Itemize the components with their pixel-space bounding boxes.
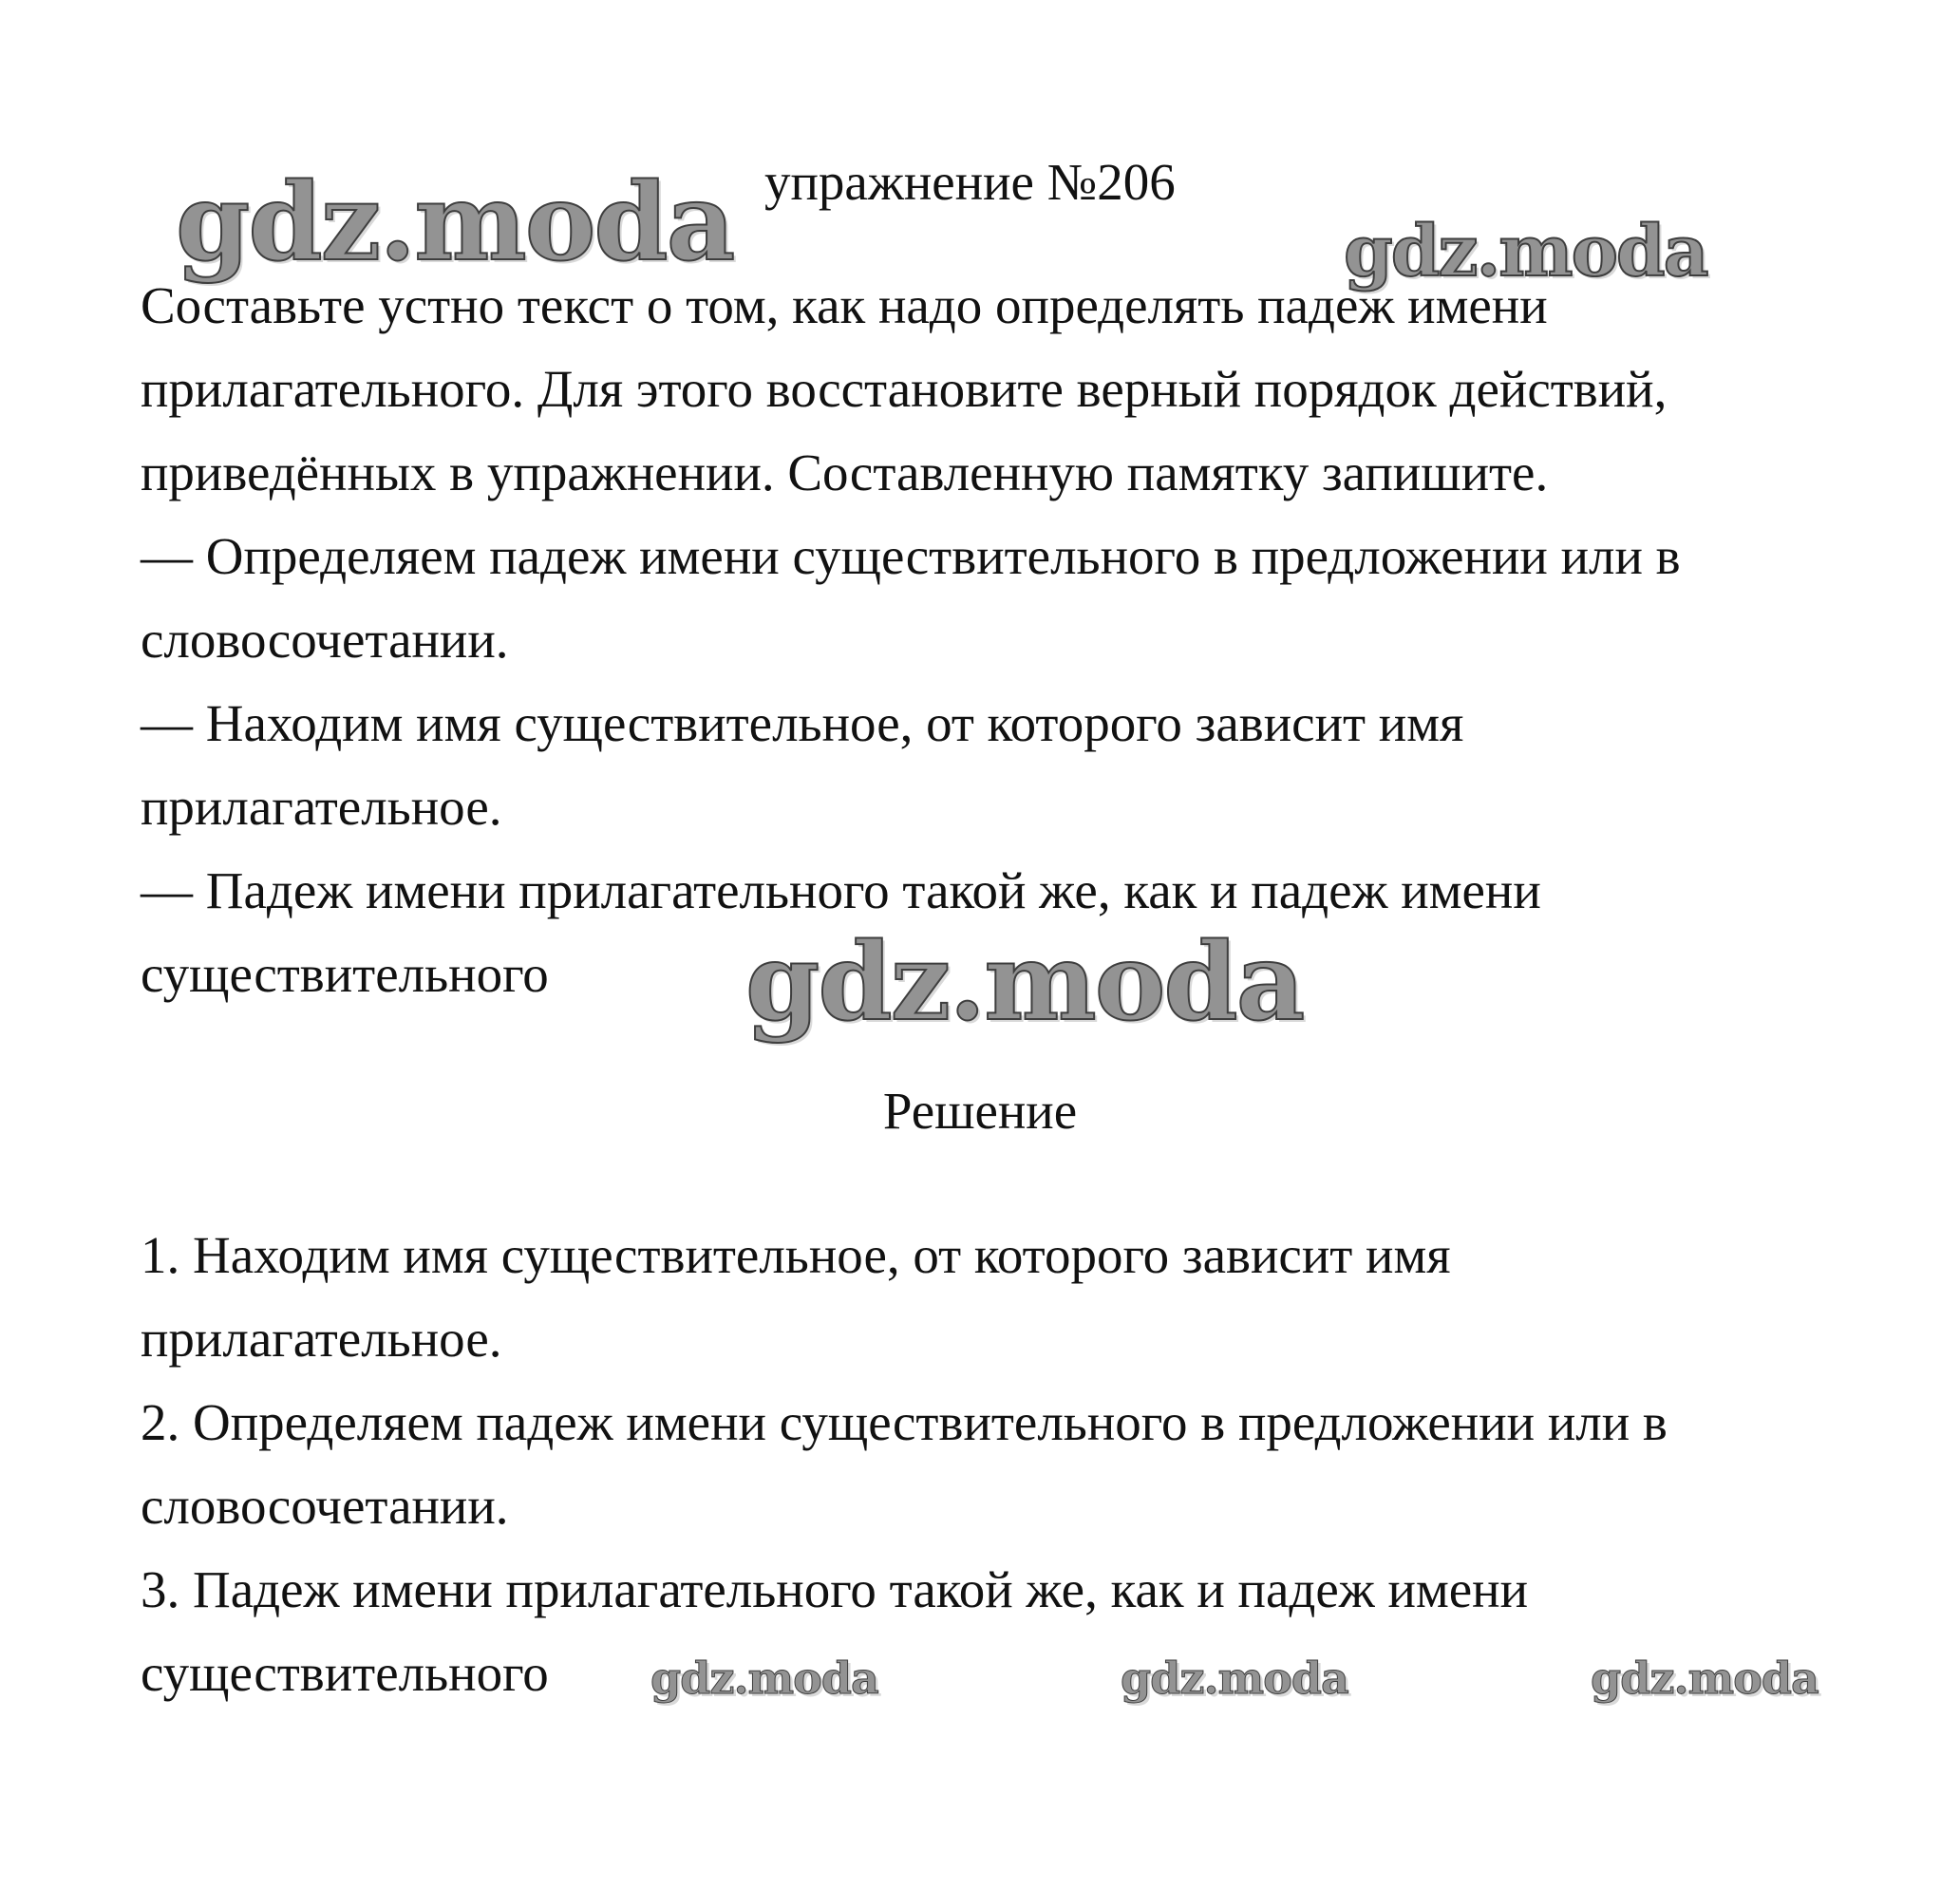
- task-line-5: словосочетании.: [141, 611, 509, 669]
- watermark-logo: gdz.moda: [1121, 1653, 1348, 1704]
- task-line-7: прилагательное.: [141, 778, 502, 836]
- watermark-logo: gdz.moda: [1591, 1653, 1819, 1704]
- solution-line-2: прилагательное.: [141, 1310, 502, 1368]
- solution-line-6: существительного: [141, 1644, 549, 1702]
- exercise-title: упражнение №206: [764, 153, 1176, 211]
- solution-line-4: словосочетании.: [141, 1477, 509, 1535]
- watermark-logo: gdz.moda: [745, 920, 1304, 1045]
- watermark-logo: gdz.moda: [176, 161, 734, 285]
- task-line-6: — Находим имя существительное, от которого зависит имя: [141, 694, 1464, 752]
- task-line-2: прилагательного. Для этого восстановите верный порядок действий,: [141, 360, 1668, 418]
- watermark-logo: gdz.moda: [1344, 211, 1707, 293]
- task-line-8: — Падеж имени прилагательного такой же, как и падеж имени: [141, 861, 1541, 919]
- solution-heading: Решение: [882, 1082, 1078, 1140]
- solution-line-5: 3. Падеж имени прилагательного такой же, как и падеж имени: [141, 1560, 1529, 1618]
- solution-line-3: 2. Определяем падеж имени существительного в предложении или в: [141, 1393, 1668, 1451]
- task-line-1: Составьте устно текст о том, как надо определять падеж имени: [141, 276, 1548, 334]
- solution-line-1: 1. Находим имя существительное, от которого зависит имя: [141, 1226, 1451, 1284]
- task-line-9: существительного: [141, 945, 549, 1003]
- watermark-logo: gdz.moda: [650, 1653, 878, 1704]
- task-line-3: приведённых в упражнении. Составленную памятку запишите.: [141, 444, 1549, 501]
- task-line-4: — Определяем падеж имени существительного в предложении или в: [141, 527, 1681, 585]
